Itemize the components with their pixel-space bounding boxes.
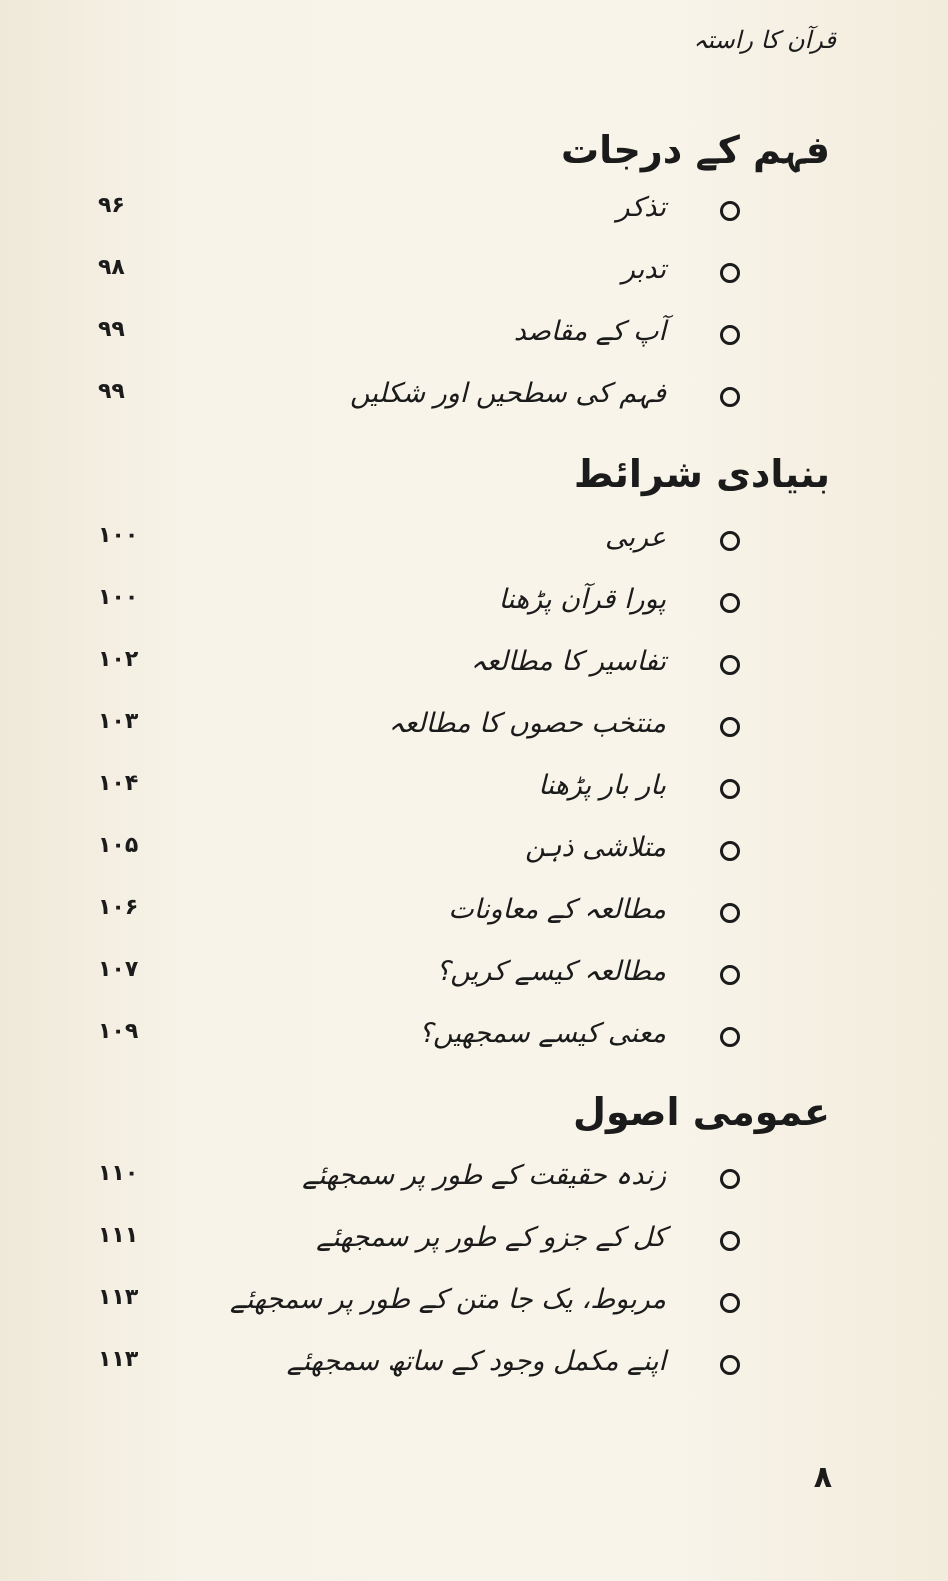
bullet-circle-icon (720, 1231, 740, 1251)
bullet-circle-icon (720, 325, 740, 345)
toc-entry[interactable] (0, 826, 948, 876)
entry-page-number: ۱۰۰ (98, 523, 139, 548)
entry-title: متلاشی ذہن (525, 832, 666, 863)
entry-page-number: ۱۰۴ (98, 771, 139, 796)
entry-title: مطالعہ کے معاونات (448, 894, 666, 925)
toc-entry[interactable] (0, 310, 948, 360)
toc-entry[interactable] (0, 516, 948, 566)
entry-title: پورا قرآن پڑھنا (498, 584, 666, 615)
toc-entry[interactable] (0, 640, 948, 690)
entry-title: بار بار پڑھنا (538, 770, 666, 801)
toc-entry[interactable] (0, 372, 948, 422)
toc-entry[interactable] (0, 888, 948, 938)
entry-page-number: ۱۰۳ (98, 709, 139, 734)
entry-page-number: ۱۱۰ (98, 1161, 139, 1186)
bullet-circle-icon (720, 531, 740, 551)
entry-title: عربی (604, 522, 666, 553)
entry-page-number: ۹۶ (98, 193, 125, 218)
section-heading: فہم کے درجات (561, 128, 830, 172)
toc-entry[interactable] (0, 578, 948, 628)
entry-page-number: ۱۱۳ (98, 1347, 139, 1372)
entry-title: تذکر (616, 192, 666, 223)
page-number: ۸ (813, 1460, 832, 1495)
bullet-circle-icon (720, 387, 740, 407)
entry-title: زندہ حقیقت کے طور پر سمجھئے (302, 1160, 666, 1191)
toc-entry[interactable] (0, 1278, 948, 1328)
entry-title: اپنے مکمل وجود کے ساتھ سمجھئے (286, 1346, 666, 1377)
toc-entry[interactable] (0, 702, 948, 752)
entry-title: تفاسیر کا مطالعہ (470, 646, 666, 677)
bullet-circle-icon (720, 1293, 740, 1313)
toc-entry[interactable] (0, 950, 948, 1000)
bullet-circle-icon (720, 1355, 740, 1375)
entry-title: مربوط، یک جا متن کے طور پر سمجھئے (230, 1284, 666, 1315)
bullet-circle-icon (720, 263, 740, 283)
toc-entry[interactable] (0, 1154, 948, 1204)
section-heading: عمومی اصول (572, 1090, 830, 1134)
entry-page-number: ۱۰۰ (98, 585, 139, 610)
section-heading: بنیادی شرائط (573, 452, 830, 496)
toc-entry[interactable] (0, 1012, 948, 1062)
bullet-circle-icon (720, 903, 740, 923)
entry-page-number: ۹۸ (98, 255, 125, 280)
bullet-circle-icon (720, 717, 740, 737)
bullet-circle-icon (720, 779, 740, 799)
bullet-circle-icon (720, 1169, 740, 1189)
entry-page-number: ۱۰۵ (98, 833, 139, 858)
bullet-circle-icon (720, 841, 740, 861)
toc-entry[interactable] (0, 764, 948, 814)
entry-title: مطالعہ کیسے کریں؟ (435, 956, 666, 987)
entry-title: آپ کے مقاصد (513, 316, 666, 347)
bullet-circle-icon (720, 1027, 740, 1047)
entry-title: فہم کی سطحیں اور شکلیں (349, 378, 666, 409)
bullet-circle-icon (720, 965, 740, 985)
entry-page-number: ۹۹ (98, 379, 125, 404)
entry-page-number: ۱۰۹ (98, 1019, 139, 1044)
entry-page-number: ۱۱۱ (98, 1223, 139, 1248)
entry-page-number: ۹۹ (98, 317, 125, 342)
entry-page-number: ۱۰۶ (98, 895, 139, 920)
entry-title: معنی کیسے سمجھیں؟ (418, 1018, 666, 1049)
entry-page-number: ۱۰۲ (98, 647, 139, 672)
entry-page-number: ۱۰۷ (98, 957, 139, 982)
entry-title: کل کے جزو کے طور پر سمجھئے (316, 1222, 666, 1253)
bullet-circle-icon (720, 593, 740, 613)
entry-title: تدبر (621, 254, 666, 285)
toc-entry[interactable] (0, 248, 948, 298)
bullet-circle-icon (720, 201, 740, 221)
toc-entry[interactable] (0, 1216, 948, 1266)
bullet-circle-icon (720, 655, 740, 675)
running-head: قرآن کا راستہ (693, 26, 836, 54)
toc-entry[interactable] (0, 186, 948, 236)
entry-title: منتخب حصوں کا مطالعہ (388, 708, 666, 739)
toc-entry[interactable] (0, 1340, 948, 1390)
entry-page-number: ۱۱۳ (98, 1285, 139, 1310)
